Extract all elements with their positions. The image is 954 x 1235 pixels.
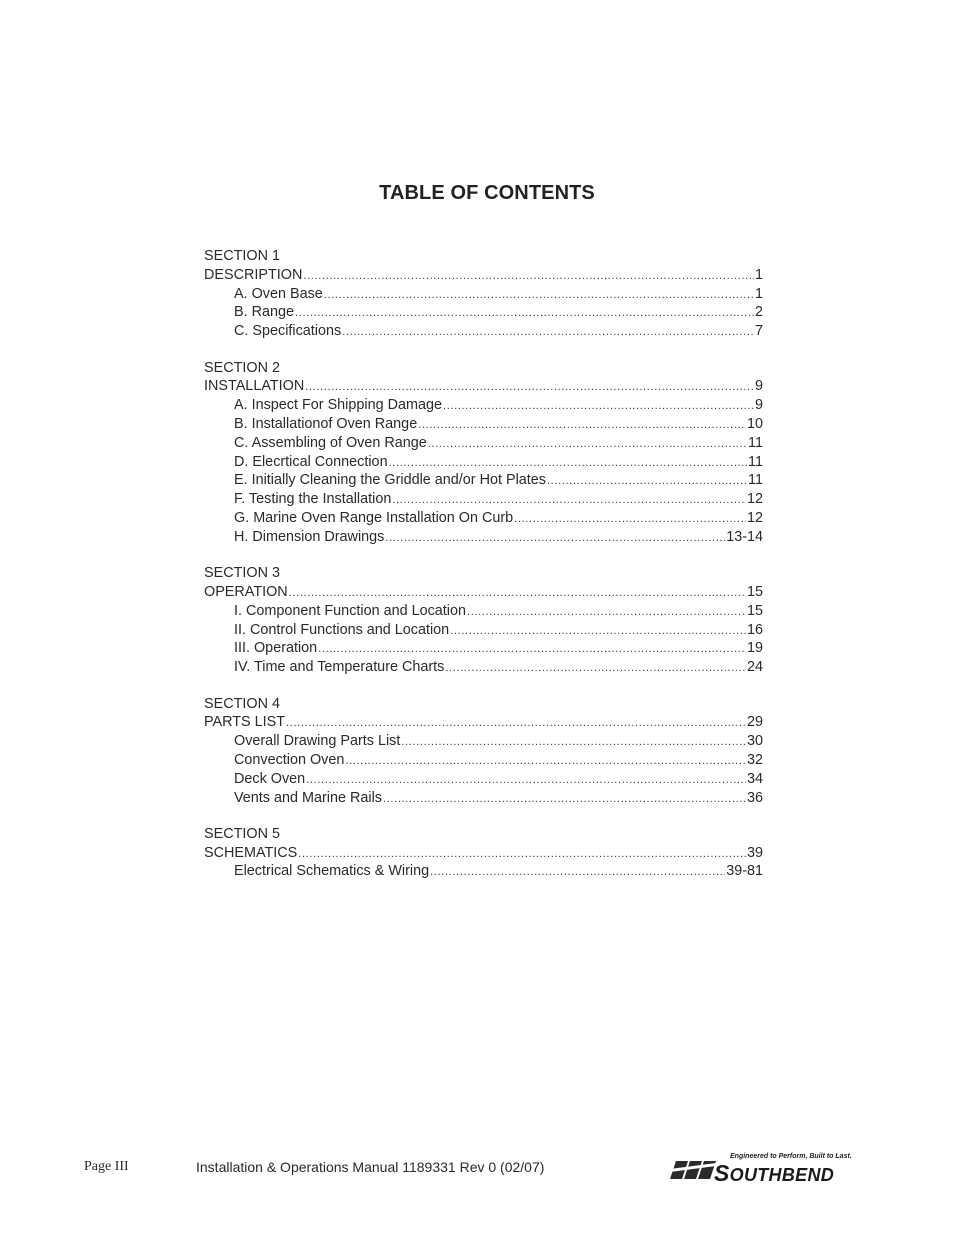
dot-leader: [392, 490, 746, 510]
dot-leader: [345, 751, 746, 771]
dot-leader: [385, 528, 725, 548]
toc-entry-label: A. Inspect For Shipping Damage: [234, 397, 442, 414]
section-heading: SECTION 4: [204, 695, 280, 712]
toc-subentry[interactable]: [204, 322, 763, 341]
toc-entry-page: 30: [746, 733, 763, 750]
dot-leader: [467, 602, 746, 622]
toc-entry-page: 9: [754, 378, 763, 395]
toc-entry-label: I. Component Function and Location: [234, 602, 466, 619]
toc-entry-label: F. Testing the Installation: [234, 491, 392, 508]
toc-entry-page: 9: [754, 397, 763, 414]
toc-section: [204, 825, 763, 881]
toc-entry-page: 36: [746, 789, 763, 806]
southbend-logo: [670, 1153, 870, 1186]
dot-leader: [298, 844, 746, 864]
toc-entry-page: 15: [746, 602, 763, 619]
toc-section: [204, 359, 763, 547]
toc-subentry[interactable]: [204, 862, 763, 881]
toc-subentry[interactable]: [204, 789, 763, 808]
toc-subentry[interactable]: [204, 303, 763, 322]
toc-entry-label: Deck Oven: [234, 770, 306, 787]
dot-leader: [286, 713, 746, 733]
toc-entry-label: B. Installationof Oven Range: [234, 415, 418, 432]
toc-entry-label: G. Marine Oven Range Installation On Curb: [234, 509, 514, 526]
toc-entry-page: 13-14: [726, 528, 763, 545]
section-heading: SECTION 2: [204, 359, 280, 376]
toc-entry-page: 11: [748, 434, 763, 451]
toc-subentry[interactable]: [204, 471, 763, 490]
toc-subentry[interactable]: [204, 396, 763, 415]
toc-entry[interactable]: [204, 377, 763, 396]
toc-entry-page: 16: [746, 621, 763, 638]
dot-leader: [401, 732, 746, 752]
toc-entry[interactable]: [204, 844, 763, 863]
toc-entry[interactable]: [204, 713, 763, 732]
toc-entry-page: 7: [754, 323, 763, 340]
toc-entry-label: E. Initially Cleaning the Griddle and/or Hot Plates: [234, 472, 546, 489]
toc-entry-page: 34: [746, 770, 763, 787]
dot-leader: [306, 770, 746, 790]
toc-entry-page: 11: [748, 472, 763, 489]
dot-leader: [389, 453, 747, 473]
toc-entry-label: Overall Drawing Parts List: [234, 733, 401, 750]
toc-entry-label: III. Operation: [234, 640, 318, 657]
toc-entry-page: 10: [746, 415, 763, 432]
toc-entry-page: 1: [754, 266, 763, 283]
toc-entry-label: Convection Oven: [234, 751, 345, 768]
dot-leader: [303, 266, 754, 286]
dot-leader: [450, 621, 746, 641]
toc-entry-page: 12: [746, 491, 763, 508]
toc-entry-label: DESCRIPTION: [204, 266, 303, 283]
dot-leader: [295, 303, 754, 323]
dot-leader: [428, 434, 747, 454]
section-heading: SECTION 1: [204, 248, 280, 264]
toc-section: [204, 695, 763, 808]
toc-entry[interactable]: [204, 583, 763, 602]
page-title: TABLE OF CONTENTS: [379, 182, 595, 204]
toc-entry-label: Vents and Marine Rails: [234, 789, 382, 806]
dot-leader: [430, 862, 725, 882]
toc-section: [204, 247, 763, 341]
toc-entry-label: IV. Time and Temperature Charts: [234, 659, 445, 676]
toc-entry[interactable]: [204, 266, 763, 285]
toc-section: [204, 564, 763, 677]
toc-entry-label: B. Range: [234, 304, 295, 321]
toc-entry-label: Electrical Schematics & Wiring: [234, 863, 430, 880]
logo-wordmark: [714, 1160, 834, 1187]
toc-subentry[interactable]: [204, 528, 763, 547]
toc-entry-label: D. Elecrtical Connection: [234, 453, 388, 470]
table-of-contents: [204, 247, 763, 899]
toc-entry-label: SCHEMATICS: [204, 844, 298, 861]
toc-entry-page: 39: [746, 844, 763, 861]
toc-entry-label: INSTALLATION: [204, 378, 305, 395]
toc-entry-label: OPERATION: [204, 583, 288, 600]
section-heading: SECTION 5: [204, 825, 280, 842]
logo-rest: OUTHBEND: [729, 1165, 835, 1185]
dot-leader: [318, 639, 746, 659]
dot-leader: [547, 471, 747, 491]
dot-leader: [305, 377, 754, 397]
dot-leader: [383, 789, 746, 809]
footer-manual-title: Installation & Operations Manual 1189331 Rev 0 (02/07): [196, 1159, 545, 1175]
toc-entry-page: 19: [746, 640, 763, 657]
toc-entry-page: 24: [746, 659, 763, 676]
toc-entry-page: 32: [746, 751, 763, 768]
toc-entry-page: 12: [746, 509, 763, 526]
toc-entry-label: A. Oven Base: [234, 285, 323, 302]
toc-subentry[interactable]: [204, 602, 763, 621]
dot-leader: [443, 396, 754, 416]
dot-leader: [445, 658, 746, 678]
toc-subentry[interactable]: [204, 434, 763, 453]
toc-subentry[interactable]: [204, 490, 763, 509]
dot-leader: [418, 415, 746, 435]
toc-entry-label: PARTS LIST: [204, 714, 286, 731]
toc-entry-page: 2: [754, 304, 763, 321]
logo-initial: S: [714, 1160, 730, 1186]
toc-subentry[interactable]: [204, 509, 763, 528]
toc-entry-label: II. Control Functions and Location: [234, 621, 450, 638]
toc-entry-label: C. Specifications: [234, 323, 342, 340]
toc-subentry[interactable]: [204, 415, 763, 434]
toc-entry-page: 1: [754, 285, 763, 302]
toc-subentry[interactable]: [204, 732, 763, 751]
toc-subentry[interactable]: [204, 770, 763, 789]
toc-entry-page: 29: [746, 714, 763, 731]
toc-subentry[interactable]: [204, 639, 763, 658]
toc-entry-page: 39-81: [726, 863, 763, 880]
toc-entry-page: 11: [748, 453, 763, 470]
toc-entry-page: 15: [746, 583, 763, 600]
toc-subentry[interactable]: [204, 658, 763, 677]
logo-stripes-icon: [670, 1161, 716, 1179]
dot-leader: [289, 583, 746, 603]
dot-leader: [324, 285, 754, 305]
toc-subentry[interactable]: [204, 621, 763, 640]
section-heading: SECTION 3: [204, 565, 280, 582]
footer-page-number: Page III: [84, 1159, 129, 1174]
logo-tagline: Engineered to Perform, Built to Last.: [730, 1153, 852, 1160]
toc-entry-label: C. Assembling of Oven Range: [234, 434, 427, 451]
toc-subentry[interactable]: [204, 285, 763, 304]
dot-leader: [342, 322, 754, 342]
dot-leader: [514, 509, 746, 529]
toc-subentry[interactable]: [204, 751, 763, 770]
toc-subentry[interactable]: [204, 453, 763, 472]
toc-entry-label: H. Dimension Drawings: [234, 528, 385, 545]
